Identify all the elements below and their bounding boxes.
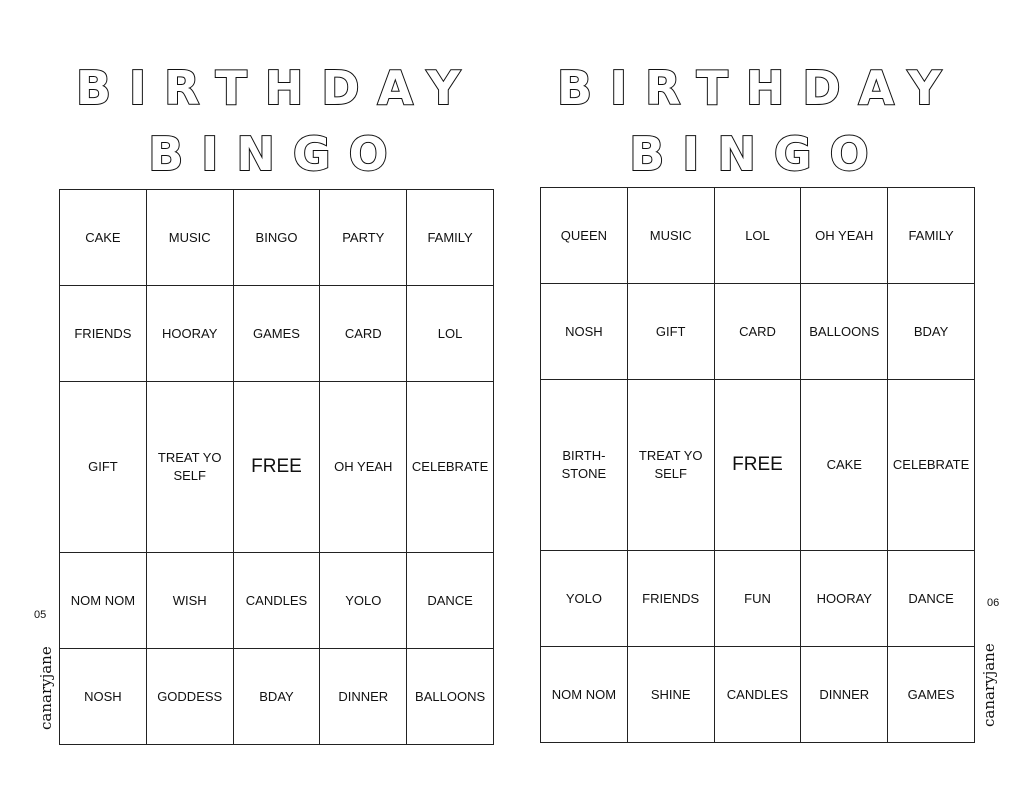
bingo-cell: MUSIC (146, 190, 233, 286)
bingo-cell: FRIENDS (627, 550, 714, 646)
bingo-row (541, 284, 975, 380)
bingo-cell: FAMILY (888, 188, 975, 284)
bingo-cell: HOORAY (801, 550, 888, 646)
bingo-cell: NOM NOM (60, 552, 147, 648)
bingo-cell: FAMILY (407, 190, 494, 286)
bingo-cell: DINNER (320, 648, 407, 744)
bingo-cell: GODDESS (146, 648, 233, 744)
left-title-line2: BINGO (148, 127, 406, 181)
bingo-cell: CAKE (60, 190, 147, 286)
bingo-cell: CARD (320, 286, 407, 382)
bingo-cell: PARTY (320, 190, 407, 286)
bingo-row (541, 188, 975, 284)
bingo-row (541, 380, 975, 551)
bingo-cell: CELEBRATE (888, 380, 975, 551)
bingo-cell: BINGO (233, 190, 320, 286)
bingo-cell: TREAT YO SELF (146, 382, 233, 553)
bingo-cell: NOSH (60, 648, 147, 744)
left-title (60, 61, 494, 181)
bingo-row (541, 550, 975, 646)
left-page-number: 05 (34, 609, 47, 621)
bingo-cell: FUN (714, 550, 801, 646)
bingo-row (60, 190, 494, 286)
bingo-cell: GIFT (60, 382, 147, 553)
bingo-cell: CARD (714, 284, 801, 380)
bingo-cell: OH YEAH (320, 382, 407, 553)
free-space-cell: FREE (714, 380, 801, 551)
bingo-row (60, 648, 494, 744)
left-bingo-card (59, 189, 494, 745)
bingo-cell: YOLO (320, 552, 407, 648)
bingo-cell: BALLOONS (801, 284, 888, 380)
bingo-cell: GAMES (888, 646, 975, 742)
bingo-cell: FRIENDS (60, 286, 147, 382)
right-title-line2: BINGO (629, 127, 887, 181)
bingo-row (60, 552, 494, 648)
bingo-cell: DANCE (888, 550, 975, 646)
bingo-cell: BDAY (888, 284, 975, 380)
bingo-cell: DANCE (407, 552, 494, 648)
bingo-cell: BALLOONS (407, 648, 494, 744)
right-title (541, 61, 975, 181)
left-title-line1: BIRTHDAY (75, 61, 479, 115)
right-page-number: 06 (987, 597, 1000, 609)
bingo-cell: CAKE (801, 380, 888, 551)
bingo-cell: NOM NOM (541, 646, 628, 742)
bingo-cell: CANDLES (714, 646, 801, 742)
bingo-cell: CELEBRATE (407, 382, 494, 553)
bingo-cell: MUSIC (627, 188, 714, 284)
bingo-cell: DINNER (801, 646, 888, 742)
bingo-cell: GAMES (233, 286, 320, 382)
bingo-row (541, 646, 975, 742)
bingo-cell: BDAY (233, 648, 320, 744)
right-bingo-card (540, 187, 975, 743)
bingo-row (60, 382, 494, 553)
bingo-cell: TREAT YO SELF (627, 380, 714, 551)
bingo-cell: OH YEAH (801, 188, 888, 284)
bingo-cell: GIFT (627, 284, 714, 380)
bingo-cell: NOSH (541, 284, 628, 380)
left-brand-logo: canaryjane (37, 646, 55, 730)
bingo-cell: BIRTH-STONE (541, 380, 628, 551)
bingo-row (60, 286, 494, 382)
bingo-cell: YOLO (541, 550, 628, 646)
bingo-cell: WISH (146, 552, 233, 648)
bingo-cell: HOORAY (146, 286, 233, 382)
bingo-cell: SHINE (627, 646, 714, 742)
free-space-cell: FREE (233, 382, 320, 553)
right-title-line1: BIRTHDAY (556, 61, 960, 115)
bingo-cell: LOL (407, 286, 494, 382)
bingo-cell: CANDLES (233, 552, 320, 648)
right-brand-logo: canaryjane (980, 643, 998, 727)
bingo-cell: QUEEN (541, 188, 628, 284)
bingo-cell: LOL (714, 188, 801, 284)
